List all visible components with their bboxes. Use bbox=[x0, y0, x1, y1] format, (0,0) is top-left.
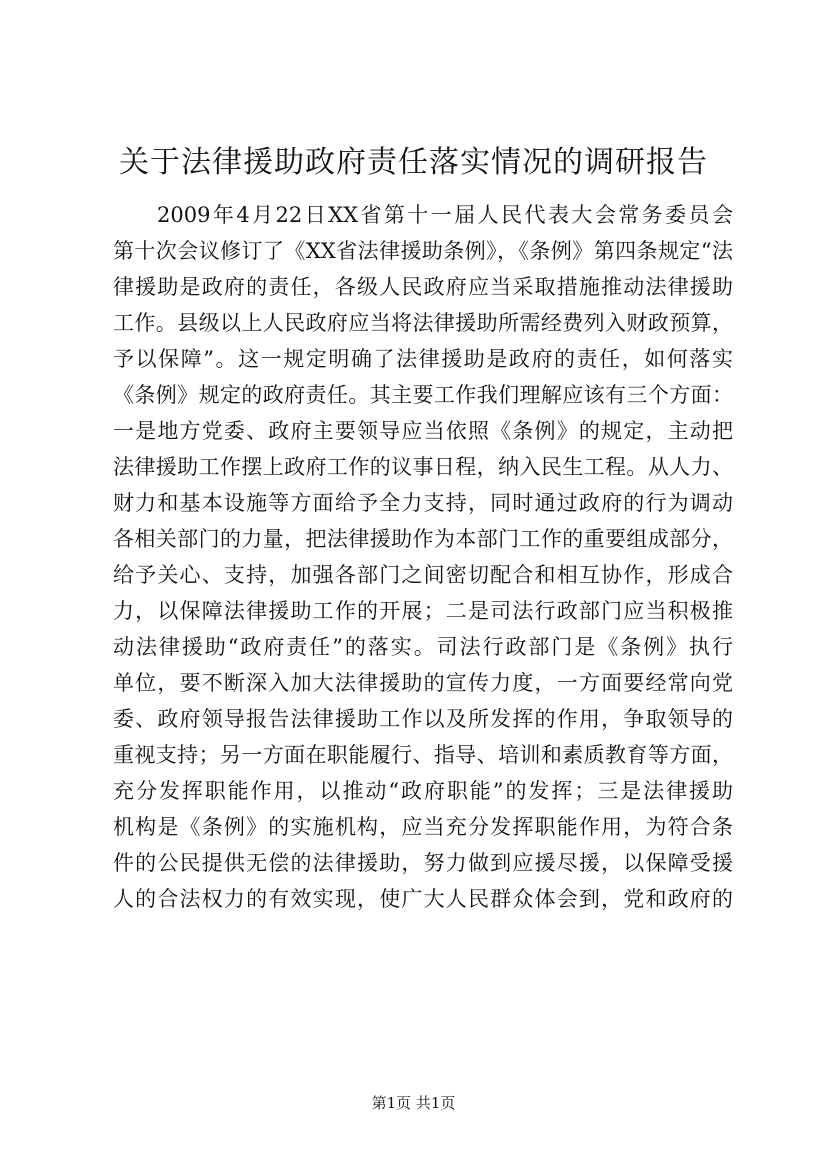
body-line: 予以保障”。这一规定明确了法律援助是政府的责任，如何落实 bbox=[113, 347, 733, 371]
body-line: 单位，要不断深入加大法律援助的宣传力度，一方面要经常向党 bbox=[113, 671, 733, 695]
body-line: 人的合法权力的有效实现，使广大人民群众体会到，党和政府的 bbox=[113, 887, 733, 911]
body-line: 第十次会议修订了《XX省法律援助条例》，《条例》第四条规定“法 bbox=[113, 239, 733, 263]
body-line: 2009年4月22日XX省第十一届人民代表大会常务委员会 bbox=[157, 203, 733, 227]
document-body bbox=[113, 197, 733, 917]
body-line: 重视支持；另一方面在职能履行、指导、培训和素质教育等方面， bbox=[113, 743, 733, 767]
body-line: 给予关心、支持，加强各部门之间密切配合和相互协作，形成合 bbox=[113, 563, 733, 587]
body-line: 力，以保障法律援助工作的开展；二是司法行政部门应当积极推 bbox=[113, 599, 733, 623]
body-line: 机构是《条例》的实施机构，应当充分发挥职能作用，为符合条 bbox=[113, 815, 733, 839]
body-line: 工作。县级以上人民政府应当将法律援助所需经费列入财政预算， bbox=[113, 311, 733, 335]
body-line: 各相关部门的力量，把法律援助作为本部门工作的重要组成部分， bbox=[113, 527, 733, 551]
body-line: 法律援助工作摆上政府工作的议事日程，纳入民生工程。从人力、 bbox=[113, 455, 733, 479]
body-line: 件的公民提供无偿的法律援助，努力做到应援尽援，以保障受援 bbox=[113, 851, 733, 875]
body-line: 一是地方党委、政府主要领导应当依照《条例》的规定，主动把 bbox=[113, 419, 733, 443]
body-line: 律援助是政府的责任，各级人民政府应当采取措施推动法律援助 bbox=[113, 275, 733, 299]
body-line: 充分发挥职能作用，以推动“政府职能”的发挥；三是法律援助 bbox=[113, 779, 733, 803]
page-footer: 第1页 共1页 bbox=[371, 1094, 456, 1112]
body-line: 《条例》规定的政府责任。其主要工作我们理解应该有三个方面： bbox=[113, 383, 733, 407]
body-line: 动法律援助“政府责任”的落实。司法行政部门是《条例》执行 bbox=[113, 635, 733, 659]
body-line: 委、政府领导报告法律援助工作以及所发挥的作用，争取领导的 bbox=[113, 707, 733, 731]
body-line: 财力和基本设施等方面给予全力支持，同时通过政府的行为调动 bbox=[113, 491, 733, 515]
document-title: 关于法律援助政府责任落实情况的调研报告 bbox=[119, 145, 708, 180]
